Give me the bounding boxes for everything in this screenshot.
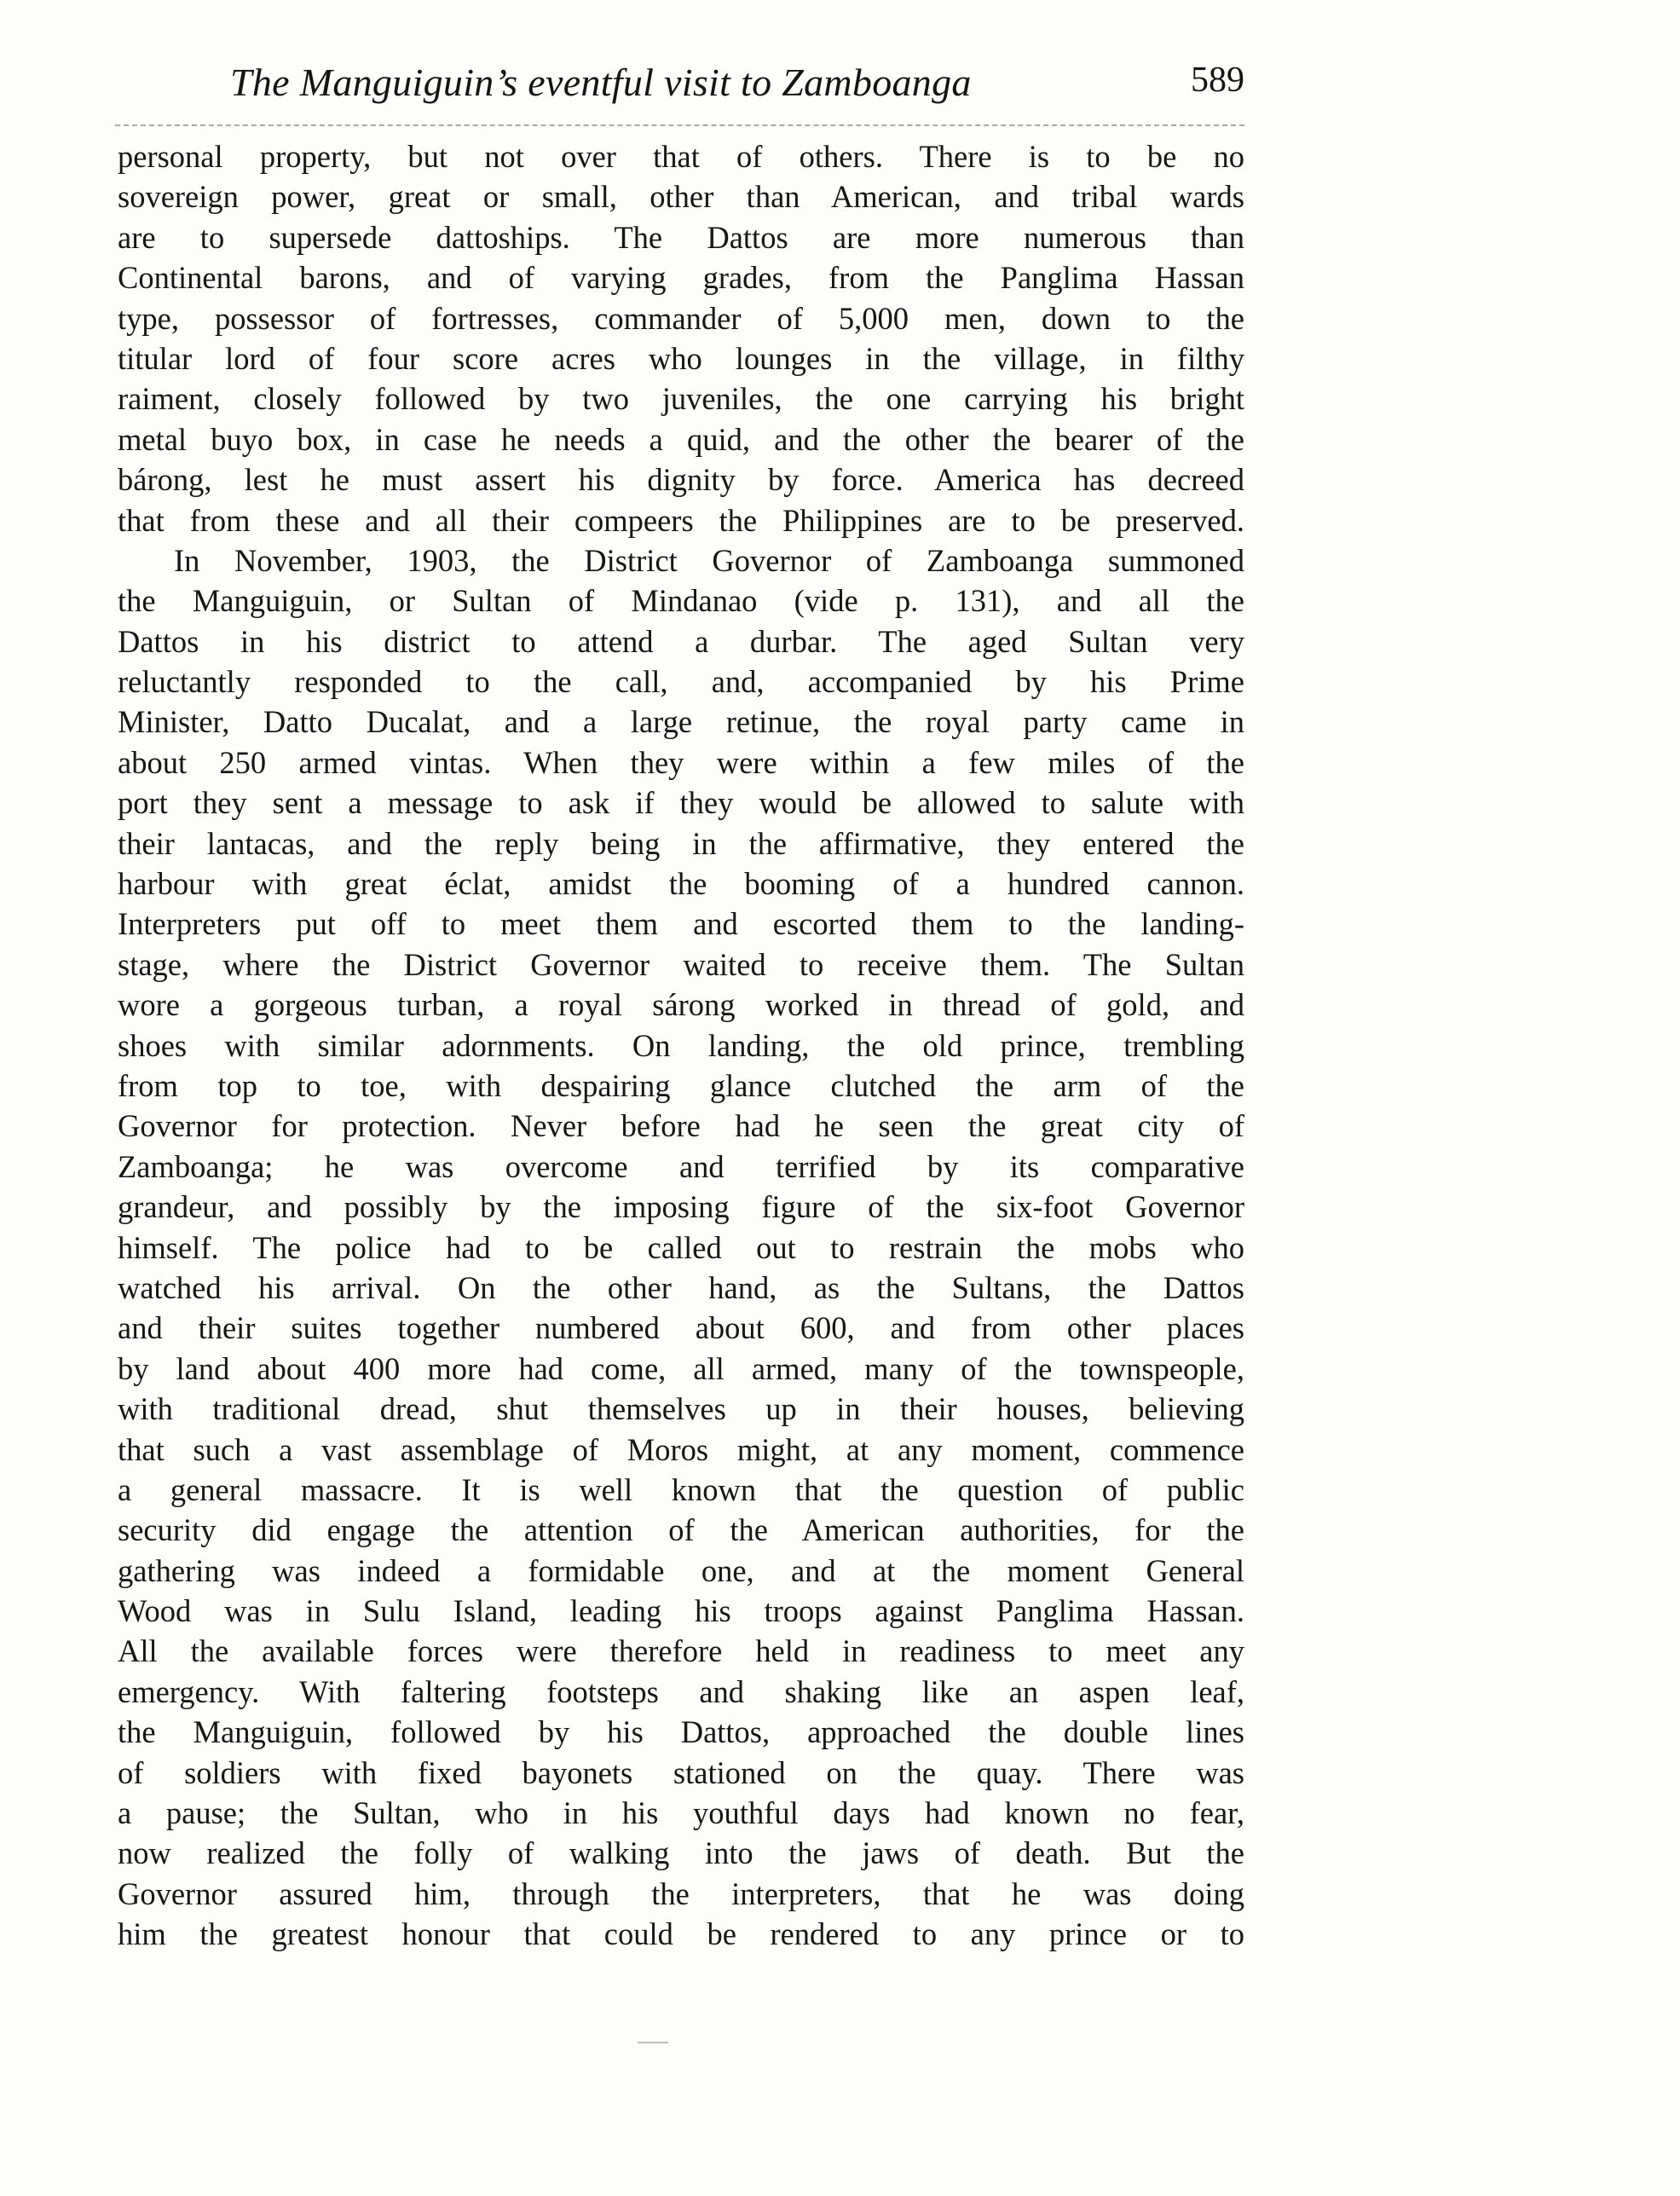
text-line: emergency. With faltering footsteps and shaking like an aspen leaf, — [118, 1673, 1244, 1709]
text-line: Dattos in his district to attend a durbar. The aged Sultan very — [118, 623, 1244, 659]
text-line: a pause; the Sultan, who in his youthful days had known no fear, — [118, 1795, 1244, 1831]
text-line: Governor for protection. Never before had he seen the great city of — [118, 1108, 1244, 1144]
text-line: All the available forces were therefore held in readiness to meet any — [118, 1633, 1244, 1669]
text-line: Continental barons, and of varying grades, from the Panglima Hassan — [118, 260, 1244, 296]
text-line: metal buyo box, in case he needs a quid, and the other the bearer of the — [118, 421, 1244, 457]
text-line: shoes with similar adornments. On landing, the old prince, trembling — [118, 1027, 1244, 1063]
text-line: him the greatest honour that could be rendered to any prince or to — [118, 1916, 1244, 1952]
text-line: stage, where the District Governor waited to receive them. The Sultan — [118, 946, 1244, 982]
footer-mark — [638, 2042, 668, 2043]
text-line: the Manguiguin, followed by his Dattos, approached the double lines — [118, 1714, 1244, 1750]
text-line: Minister, Datto Ducalat, and a large retinue, the royal party came in — [118, 704, 1244, 740]
text-line: type, possessor of fortresses, commander of 5,000 men, down to the — [118, 300, 1244, 336]
text-line: Governor assured him, through the interpreters, that he was doing — [118, 1875, 1244, 1911]
text-line: bárong, lest he must assert his dignity by force. America has decreed — [118, 462, 1244, 498]
text-line: gathering was indeed a formidable one, and at the moment General — [118, 1552, 1244, 1588]
text-line: security did engage the attention of the American authorities, for the — [118, 1512, 1244, 1548]
text-line: now realized the folly of walking into the jaws of death. But the — [118, 1835, 1244, 1871]
text-line: sovereign power, great or small, other than American, and tribal wards — [118, 179, 1244, 215]
text-line: harbour with great éclat, amidst the booming of a hundred cannon. — [118, 866, 1244, 902]
text-line: personal property, but not over that of others. There is to be no — [118, 139, 1244, 174]
text-line: raiment, closely followed by two juveniles, the one carrying his bright — [118, 381, 1244, 417]
running-title: The Manguiguin’s eventful visit to Zamboanga — [230, 61, 972, 104]
text-line: Wood was in Sulu Island, leading his troops against Panglima Hassan. — [118, 1593, 1244, 1629]
text-line: of soldiers with fixed bayonets stationed on the quay. There was — [118, 1754, 1244, 1790]
body-text — [118, 136, 1244, 1955]
page-number: 589 — [1191, 61, 1244, 100]
text-line: that such a vast assemblage of Moros might, at any moment, commence — [118, 1431, 1244, 1467]
text-line: himself. The police had to be called out to restrain the mobs who — [118, 1229, 1244, 1265]
text-line: titular lord of four score acres who lounges in the village, in filthy — [118, 340, 1244, 376]
text-line: are to supersede dattoships. The Dattos are more numerous than — [118, 219, 1244, 255]
text-line: Interpreters put off to meet them and escorted them to the landing- — [118, 906, 1244, 942]
text-line: watched his arrival. On the other hand, as the Sultans, the Dattos — [118, 1269, 1244, 1305]
text-line: the Manguiguin, or Sultan of Mindanao (vide p. 131), and all the — [118, 583, 1244, 619]
text-line: from top to toe, with despairing glance clutched the arm of the — [118, 1067, 1244, 1103]
text-line: reluctantly responded to the call, and, accompanied by his Prime — [118, 664, 1244, 700]
text-line: wore a gorgeous turban, a royal sárong worked in thread of gold, and — [118, 987, 1244, 1023]
text-line: grandeur, and possibly by the imposing figure of the six-foot Governor — [118, 1189, 1244, 1225]
text-line: port they sent a message to ask if they would be allowed to salute with — [118, 785, 1244, 821]
text-line: Zamboanga; he was overcome and terrified by its comparative — [118, 1148, 1244, 1184]
text-line: by land about 400 more had come, all armed, many of the townspeople, — [118, 1350, 1244, 1386]
text-line: that from these and all their compeers the Philippines are to be preserved. — [118, 502, 1244, 538]
paragraph-first-line: In November, 1903, the District Governor of Zamboanga summoned — [174, 542, 1244, 578]
text-line: a general massacre. It is well known that the question of public — [118, 1471, 1244, 1507]
text-line: their lantacas, and the reply being in the affirmative, they entered the — [118, 825, 1244, 861]
text-line: about 250 armed vintas. When they were within a few miles of the — [118, 744, 1244, 780]
text-line: with traditional dread, shut themselves up in their houses, believing — [118, 1391, 1244, 1427]
header-rule — [115, 124, 1244, 126]
text-line: and their suites together numbered about 600, and from other places — [118, 1310, 1244, 1346]
running-head — [115, 60, 1244, 119]
